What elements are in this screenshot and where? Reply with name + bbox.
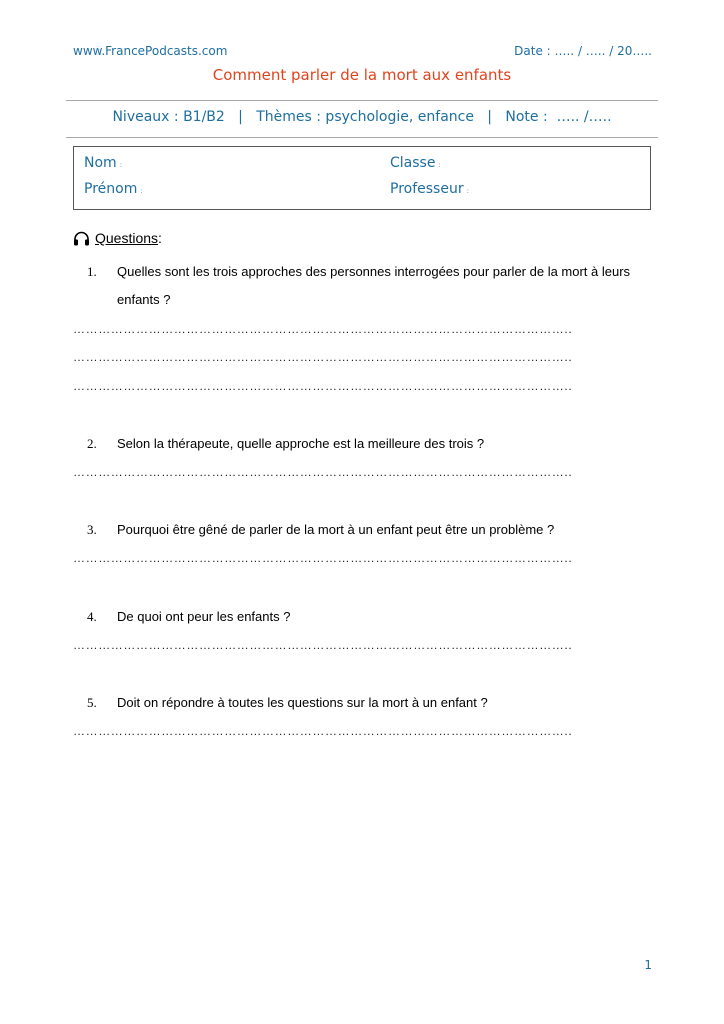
answer-line-2[interactable]: ……………………………………………………………………………………………………….. — [73, 465, 573, 479]
answer-line-1c[interactable]: ……………………………………………………………………………………………………….. — [73, 379, 573, 393]
question-2-number: 2. — [87, 436, 97, 451]
page-number: 1 — [644, 958, 652, 972]
classe-field — [390, 155, 441, 171]
question-1-number: 1. — [87, 264, 97, 279]
prenom-label: Prénom — [84, 181, 138, 197]
site-url: www.FrancePodcasts.com — [73, 44, 228, 58]
professeur-field — [390, 181, 469, 197]
answer-line-1a[interactable]: ……………………………………………………………………………………………………….. — [73, 322, 573, 336]
answer-line-1b[interactable]: ……………………………………………………………………………………………………….. — [73, 350, 573, 364]
question-1-text-line1: Quelles sont les trois approches des personnes interrogées pour parler de la mort à leurs — [117, 264, 631, 279]
headphones-icon — [73, 231, 90, 246]
question-2-text: Selon la thérapeute, quelle approche est la meilleure des trois ? — [117, 436, 485, 451]
answer-line-5[interactable]: ……………………………………………………………………………………………………….. — [73, 724, 573, 738]
divider-bottom — [66, 137, 658, 138]
answer-line-3[interactable]: ……………………………………………………………………………………………………….. — [73, 551, 573, 565]
meta-line: Niveaux : B1/B2 | Thèmes : psychologie, enfance | Note : ….. /….. — [112, 109, 612, 125]
document-title: Comment parler de la mort aux enfants — [212, 66, 512, 84]
question-3-number: 3. — [87, 522, 97, 537]
questions-label: Questions — [95, 230, 159, 246]
date-line: Date : ….. / ….. / 20….. — [514, 44, 652, 58]
classe-label: Classe — [390, 155, 436, 171]
prenom-colon: : — [140, 187, 143, 195]
divider-top — [66, 100, 658, 101]
student-info-box — [73, 146, 651, 210]
question-1-text-line2: enfants ? — [117, 292, 171, 307]
nom-field — [84, 155, 122, 171]
professeur-label: Professeur — [390, 181, 464, 197]
question-5-text: Doit on répondre à toutes les questions sur la mort à un enfant ? — [117, 695, 488, 710]
question-5-number: 5. — [87, 695, 97, 710]
nom-label: Nom — [84, 155, 117, 171]
prenom-field — [84, 181, 143, 197]
answer-line-4[interactable]: ……………………………………………………………………………………………………….. — [73, 638, 573, 652]
question-4-number: 4. — [87, 609, 97, 624]
professeur-colon: : — [466, 187, 469, 195]
question-4-text: De quoi ont peur les enfants ? — [117, 609, 291, 624]
questions-label-suffix: : — [158, 230, 162, 246]
nom-colon: : — [119, 161, 123, 169]
questions-heading — [73, 230, 162, 246]
classe-colon: : — [438, 161, 441, 169]
question-3-text: Pourquoi être gêné de parler de la mort à un enfant peut être un problème ? — [117, 522, 555, 537]
